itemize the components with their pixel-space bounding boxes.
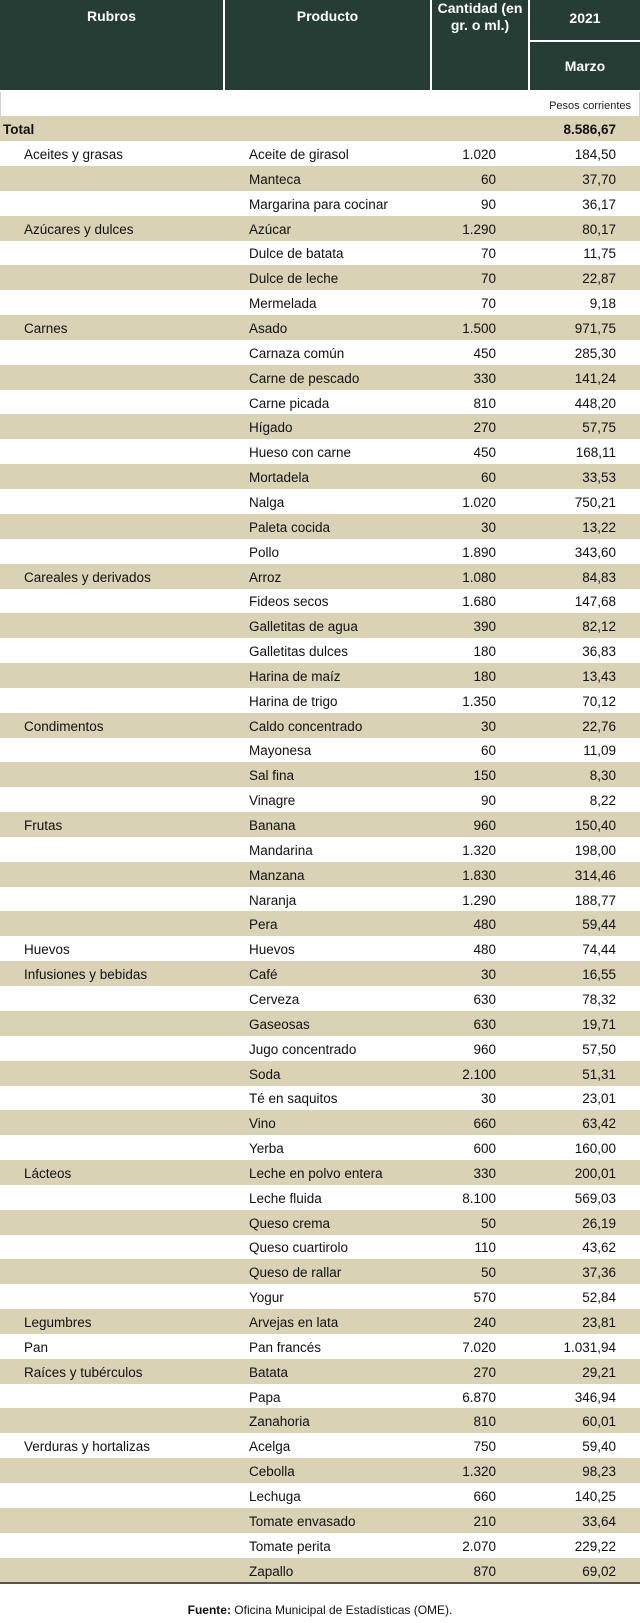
table-row <box>0 489 640 514</box>
table-row <box>0 762 640 787</box>
valor-cell: 29,21 <box>582 1364 616 1380</box>
table-row <box>0 911 640 936</box>
valor-cell: 346,94 <box>574 1389 616 1405</box>
table-row <box>0 1110 640 1135</box>
rubro-cell: Careales y derivados <box>24 569 151 585</box>
producto-cell: Arvejas en lata <box>249 1315 339 1330</box>
producto-cell: Cebolla <box>249 1464 295 1480</box>
cantidad-cell: 30 <box>480 519 496 535</box>
valor-cell: 160,00 <box>574 1141 616 1156</box>
producto-cell: Mandarina <box>249 842 313 858</box>
valor-cell: 57,75 <box>582 420 616 436</box>
producto-cell: Papa <box>249 1389 281 1405</box>
producto-cell: Nalga <box>249 494 285 510</box>
table-row <box>0 315 640 340</box>
table-row <box>0 887 640 912</box>
valor-cell: 60,01 <box>582 1414 616 1430</box>
cantidad-cell: 270 <box>473 420 496 436</box>
table-row <box>0 1408 640 1433</box>
table-row <box>0 1036 640 1061</box>
table-row <box>0 414 640 439</box>
producto-cell: Queso cuartirolo <box>249 1240 349 1256</box>
cantidad-cell: 90 <box>480 793 496 809</box>
valor-cell: 150,40 <box>574 818 616 833</box>
producto-cell: Mermelada <box>249 296 317 312</box>
valor-cell: 198,00 <box>574 842 616 858</box>
header-cantidad: Cantidad (en gr. o ml.) <box>432 0 528 90</box>
producto-cell: Cerveza <box>249 991 300 1007</box>
table-row <box>0 1085 640 1110</box>
producto-cell: Vinagre <box>249 793 296 809</box>
valor-cell: 147,68 <box>574 594 616 610</box>
cantidad-cell: 1.830 <box>462 867 496 883</box>
table-row <box>0 166 640 191</box>
cantidad-cell: 630 <box>473 991 496 1007</box>
cantidad-cell: 270 <box>473 1364 496 1380</box>
valor-cell: 188,77 <box>574 892 616 908</box>
valor-cell: 750,21 <box>574 494 616 510</box>
table-row <box>0 340 640 365</box>
producto-cell: Pollo <box>249 544 280 560</box>
valor-cell: 16,55 <box>582 967 616 983</box>
valor-cell: 8,22 <box>589 793 616 809</box>
cantidad-cell: 210 <box>473 1513 496 1529</box>
valor-cell: 84,83 <box>582 569 616 585</box>
table-row <box>0 961 640 986</box>
valor-cell: 26,19 <box>582 1215 616 1231</box>
valor-cell: 22,87 <box>582 271 616 287</box>
producto-cell: Hueso con carne <box>249 445 352 461</box>
cantidad-cell: 8.100 <box>462 1190 496 1206</box>
producto-cell: Manzana <box>249 867 305 883</box>
table-row <box>0 837 640 862</box>
producto-cell: Dulce de leche <box>249 271 339 287</box>
table-header <box>0 0 640 92</box>
source-footer <box>0 1603 640 1617</box>
valor-cell: 59,40 <box>582 1439 616 1455</box>
table-row <box>0 688 640 713</box>
table-row <box>0 812 640 837</box>
cantidad-cell: 60 <box>480 171 496 187</box>
producto-cell: Carne picada <box>249 395 330 411</box>
table-row <box>0 1558 640 1583</box>
producto-cell: Acelga <box>249 1439 291 1455</box>
cantidad-cell: 480 <box>473 917 496 933</box>
table-row <box>0 936 640 961</box>
cantidad-cell: 180 <box>473 668 496 684</box>
valor-cell: 141,24 <box>574 370 616 386</box>
table-row <box>0 1508 640 1533</box>
cantidad-cell: 90 <box>480 196 496 212</box>
valor-cell: 11,09 <box>583 743 616 759</box>
valor-cell: 19,71 <box>582 1016 616 1032</box>
producto-cell: Dulce de batata <box>249 246 344 262</box>
valor-cell: 36,17 <box>582 196 616 212</box>
valor-cell: 51,31 <box>582 1066 616 1082</box>
producto-cell: Harina de maíz <box>249 668 341 684</box>
table-row <box>0 1011 640 1036</box>
producto-cell: Fideos secos <box>249 594 329 610</box>
valor-cell: 23,01 <box>582 1091 616 1107</box>
producto-cell: Tomate envasado <box>249 1513 356 1529</box>
total-label: Total <box>3 122 35 137</box>
table-row <box>0 141 640 166</box>
producto-cell: Café <box>249 967 278 983</box>
table-row <box>0 1135 640 1160</box>
valor-cell: 448,20 <box>574 395 616 411</box>
table-row <box>0 539 640 564</box>
cantidad-cell: 1.890 <box>462 544 496 560</box>
producto-cell: Caldo concentrado <box>249 718 363 734</box>
cantidad-cell: 810 <box>473 395 496 411</box>
producto-cell: Zapallo <box>249 1563 294 1579</box>
producto-cell: Jugo concentrado <box>249 1041 357 1057</box>
valor-cell: 22,76 <box>582 718 616 734</box>
valor-cell: 63,42 <box>582 1116 616 1132</box>
cantidad-cell: 1.680 <box>462 594 496 610</box>
cantidad-cell: 2.070 <box>462 1538 496 1554</box>
cantidad-cell: 30 <box>480 967 496 983</box>
valor-cell: 13,43 <box>582 668 616 684</box>
rubro-cell: Azúcares y dulces <box>24 221 134 237</box>
table-row <box>0 737 640 762</box>
producto-cell: Huevos <box>249 942 295 958</box>
producto-cell: Carne de pescado <box>249 370 360 386</box>
producto-cell: Manteca <box>249 171 301 187</box>
units-caption: Pesos corrientes <box>549 100 631 112</box>
cantidad-cell: 1.290 <box>462 892 496 908</box>
producto-cell: Azúcar <box>249 221 292 237</box>
cantidad-cell: 660 <box>473 1116 496 1132</box>
cantidad-cell: 50 <box>480 1265 496 1281</box>
rubro-cell: Infusiones y bebidas <box>24 967 148 983</box>
table-row <box>0 216 640 241</box>
header-rubros: Rubros <box>0 0 223 90</box>
producto-cell: Galletitas dulces <box>249 644 349 659</box>
valor-cell: 33,64 <box>582 1513 616 1529</box>
producto-cell: Leche fluida <box>249 1190 322 1206</box>
table-row <box>0 638 640 663</box>
table-row <box>0 588 640 613</box>
table-row <box>0 1384 640 1409</box>
rubro-cell: Raíces y tubérculos <box>24 1364 143 1380</box>
producto-cell: Pera <box>249 917 278 933</box>
producto-cell: Margarina para cocinar <box>249 196 388 212</box>
cantidad-cell: 70 <box>480 296 496 312</box>
valor-cell: 314,46 <box>574 867 616 883</box>
producto-cell: Gaseosas <box>249 1016 310 1032</box>
rubro-cell: Verduras y hortalizas <box>24 1439 151 1455</box>
rubro-cell: Carnes <box>24 321 68 336</box>
cantidad-cell: 50 <box>480 1215 496 1231</box>
valor-cell: 285,30 <box>574 345 616 361</box>
valor-cell: 98,23 <box>582 1464 616 1480</box>
valor-cell: 184,50 <box>574 147 616 162</box>
producto-cell: Naranja <box>249 892 297 908</box>
table-row <box>0 1483 640 1508</box>
table-row <box>0 1359 640 1384</box>
valor-cell: 37,70 <box>582 171 616 187</box>
producto-cell: Queso de rallar <box>249 1265 342 1281</box>
producto-cell: Harina de trigo <box>249 693 338 709</box>
valor-cell: 69,02 <box>582 1563 616 1579</box>
valor-cell: 52,84 <box>582 1290 616 1306</box>
cantidad-cell: 570 <box>473 1290 496 1306</box>
valor-cell: 57,50 <box>582 1041 616 1057</box>
producto-cell: Té en saquitos <box>249 1091 338 1107</box>
total-row <box>0 116 640 141</box>
table-row <box>0 862 640 887</box>
rubro-cell: Condimentos <box>24 718 104 734</box>
cantidad-cell: 110 <box>474 1240 496 1256</box>
cantidad-cell: 1.500 <box>462 321 496 336</box>
cantidad-cell: 630 <box>473 1016 496 1032</box>
producto-cell: Batata <box>249 1364 289 1380</box>
producto-cell: Vino <box>249 1116 276 1132</box>
bottom-rule <box>0 1582 640 1584</box>
table-row <box>0 1458 640 1483</box>
table-row <box>0 1334 640 1359</box>
cantidad-cell: 2.100 <box>462 1066 496 1082</box>
valor-cell: 343,60 <box>574 544 616 560</box>
subcaption <box>0 92 640 116</box>
cantidad-cell: 7.020 <box>462 1339 496 1355</box>
table-row <box>0 390 640 415</box>
valor-cell: 78,32 <box>582 991 616 1007</box>
producto-cell: Queso crema <box>249 1215 331 1231</box>
cantidad-cell: 660 <box>473 1488 496 1504</box>
valor-cell: 13,22 <box>582 519 616 535</box>
producto-cell: Yerba <box>249 1141 284 1156</box>
rubro-cell: Huevos <box>24 942 70 958</box>
header-year: 2021 <box>530 0 640 40</box>
cantidad-cell: 870 <box>473 1563 496 1579</box>
cantidad-cell: 750 <box>473 1439 496 1455</box>
valor-cell: 36,83 <box>582 644 616 659</box>
valor-cell: 59,44 <box>582 917 616 933</box>
valor-cell: 9,18 <box>589 296 616 312</box>
cantidad-cell: 810 <box>473 1414 496 1430</box>
valor-cell: 70,12 <box>582 693 616 709</box>
cantidad-cell: 1.290 <box>462 221 496 237</box>
valor-cell: 80,17 <box>582 221 616 237</box>
valor-cell: 74,44 <box>582 942 616 958</box>
cantidad-cell: 6.870 <box>462 1389 496 1405</box>
cantidad-cell: 1.020 <box>462 494 496 510</box>
footer-label: Fuente: <box>187 1603 231 1617</box>
rubro-cell: Aceites y grasas <box>24 147 124 162</box>
valor-cell: 168,11 <box>575 445 616 461</box>
cantidad-cell: 450 <box>473 445 496 461</box>
cantidad-cell: 480 <box>473 942 496 958</box>
table-row <box>0 439 640 464</box>
valor-cell: 11,75 <box>583 246 616 262</box>
table-row <box>0 1185 640 1210</box>
table-row <box>0 787 640 812</box>
table-row <box>0 713 640 738</box>
cantidad-cell: 30 <box>480 718 496 734</box>
valor-cell: 33,53 <box>582 470 616 486</box>
producto-cell: Mayonesa <box>249 743 312 759</box>
producto-cell: Leche en polvo entera <box>249 1165 383 1181</box>
cantidad-cell: 960 <box>473 818 496 833</box>
valor-cell: 569,03 <box>574 1190 616 1206</box>
table-row <box>0 564 640 589</box>
producto-cell: Carnaza común <box>249 345 345 361</box>
header-producto: Producto <box>225 0 430 90</box>
table-row <box>0 240 640 265</box>
cantidad-cell: 70 <box>480 271 496 287</box>
valor-cell: 1.031,94 <box>563 1339 616 1355</box>
producto-cell: Galletitas de agua <box>249 619 358 635</box>
table-row <box>0 1533 640 1558</box>
table-row <box>0 1210 640 1235</box>
valor-cell: 140,25 <box>574 1488 616 1504</box>
table-row <box>0 191 640 216</box>
producto-cell: Lechuga <box>249 1488 301 1504</box>
cantidad-cell: 60 <box>480 470 496 486</box>
producto-cell: Soda <box>249 1066 281 1082</box>
cantidad-cell: 1.320 <box>462 842 496 858</box>
valor-cell: 23,81 <box>582 1315 616 1330</box>
cantidad-cell: 1.350 <box>462 693 496 709</box>
producto-cell: Mortadela <box>249 470 310 486</box>
table-row <box>0 613 640 638</box>
rubro-cell: Lácteos <box>24 1165 72 1181</box>
valor-cell: 200,01 <box>574 1165 616 1181</box>
rubro-cell: Legumbres <box>24 1315 92 1330</box>
producto-cell: Paleta cocida <box>249 519 331 535</box>
cantidad-cell: 240 <box>473 1315 496 1330</box>
cantidad-cell: 330 <box>473 370 496 386</box>
table-row <box>0 1160 640 1185</box>
table-row <box>0 365 640 390</box>
table-row <box>0 1309 640 1334</box>
producto-cell: Hígado <box>249 420 293 436</box>
cantidad-cell: 180 <box>473 644 496 659</box>
table-row <box>0 1259 640 1284</box>
producto-cell: Pan francés <box>249 1339 322 1355</box>
table-row <box>0 265 640 290</box>
valor-cell: 37,36 <box>582 1265 616 1281</box>
cantidad-cell: 150 <box>473 768 496 784</box>
producto-cell: Aceite de girasol <box>249 147 349 162</box>
valor-cell: 971,75 <box>574 321 616 336</box>
table-row <box>0 464 640 489</box>
producto-cell: Arroz <box>249 569 282 585</box>
valor-cell: 8,30 <box>589 768 616 784</box>
table-row <box>0 986 640 1011</box>
total-value: 8.586,67 <box>563 122 616 137</box>
cantidad-cell: 1.320 <box>462 1464 496 1480</box>
cantidad-cell: 450 <box>473 345 496 361</box>
cantidad-cell: 600 <box>473 1141 496 1156</box>
valor-cell: 43,62 <box>582 1240 616 1256</box>
cantidad-cell: 330 <box>473 1165 496 1181</box>
producto-cell: Zanahoria <box>249 1414 310 1430</box>
table-row <box>0 1284 640 1309</box>
table-row <box>0 290 640 315</box>
cantidad-cell: 1.080 <box>462 569 496 585</box>
cantidad-cell: 30 <box>480 1091 496 1107</box>
cantidad-cell: 70 <box>480 246 496 262</box>
table-row <box>0 1061 640 1086</box>
valor-cell: 229,22 <box>574 1538 616 1554</box>
producto-cell: Tomate perita <box>249 1538 331 1554</box>
cantidad-cell: 390 <box>473 619 496 635</box>
producto-cell: Yogur <box>249 1290 284 1306</box>
header-month: Marzo <box>530 42 640 90</box>
table-row <box>0 1433 640 1458</box>
footer-text: Oficina Municipal de Estadísticas (OME). <box>234 1603 453 1617</box>
table-row <box>0 663 640 688</box>
rubro-cell: Frutas <box>24 818 63 833</box>
valor-cell: 82,12 <box>582 619 616 635</box>
cantidad-cell: 1.020 <box>462 147 496 162</box>
producto-cell: Sal fina <box>249 768 295 784</box>
producto-cell: Banana <box>249 818 296 833</box>
producto-cell: Asado <box>249 321 288 336</box>
cantidad-cell: 60 <box>480 743 496 759</box>
table-row <box>0 514 640 539</box>
cantidad-cell: 960 <box>473 1041 496 1057</box>
rubro-cell: Pan <box>24 1339 49 1355</box>
table-row <box>0 1234 640 1259</box>
